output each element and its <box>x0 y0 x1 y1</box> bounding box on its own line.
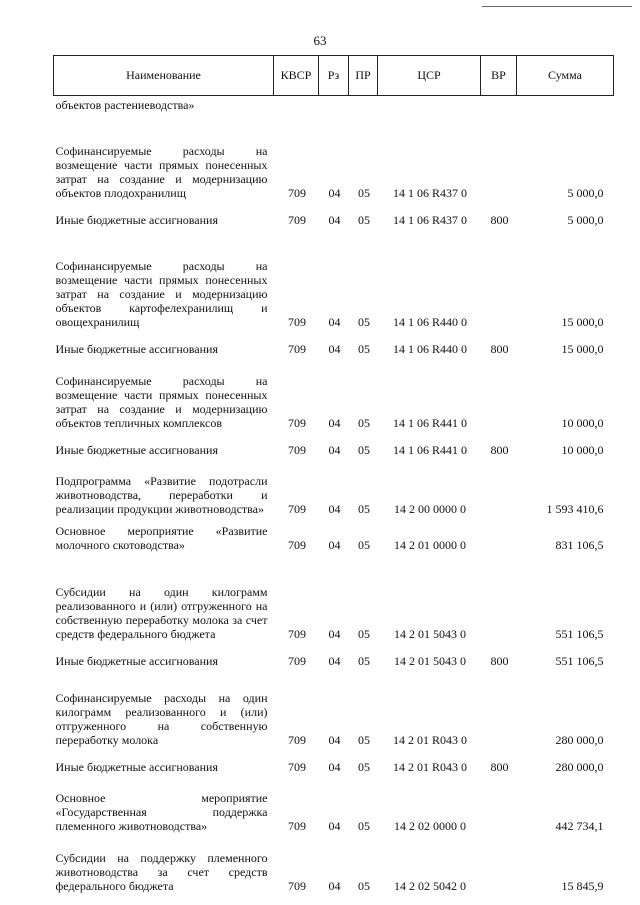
cell-rz: 04 <box>328 442 341 457</box>
cell-rz: 04 <box>328 878 341 893</box>
cell-kvsr: 709 <box>288 626 306 641</box>
cell-sum: 442 734,1 <box>555 818 604 833</box>
cell-rz: 04 <box>328 537 341 552</box>
table-row <box>54 774 614 833</box>
cell-rz: 04 <box>328 818 341 833</box>
table-row <box>54 552 614 641</box>
cell-csr: 14 1 06 R441 0 <box>392 415 467 430</box>
table-row <box>54 356 614 430</box>
cell-vr <box>481 774 517 833</box>
cell-kvsr: 709 <box>288 759 306 774</box>
cell-name: Основное мероприятие «Развитие молочного скотоводства» <box>55 523 268 552</box>
cell-sum: 15 845,9 <box>561 878 604 893</box>
cell-vr <box>481 96 517 112</box>
cell-csr: 14 2 01 5043 0 <box>394 626 466 641</box>
cell-kvsr: 709 <box>288 442 306 457</box>
cell-name: Иные бюджетные ассигнования <box>55 212 218 227</box>
cell-csr: 14 1 06 R437 0 <box>392 185 467 200</box>
header-pr: ПР <box>349 56 378 96</box>
cell-rz: 04 <box>328 415 341 430</box>
cell-pr: 05 <box>358 442 370 457</box>
cell-sum: 831 106,5 <box>555 537 604 552</box>
cell-vr <box>481 668 517 747</box>
cell-pr: 05 <box>358 653 370 668</box>
cell-kvsr: 709 <box>288 878 306 893</box>
table-row <box>54 329 614 356</box>
cell-rz: 04 <box>328 653 341 668</box>
cell-vr: 800 <box>490 442 509 457</box>
budget-table <box>53 55 614 893</box>
cell-rz <box>319 96 349 112</box>
cell-rz: 04 <box>328 759 341 774</box>
cell-csr: 14 1 06 R437 0 <box>392 212 467 227</box>
cell-kvsr: 709 <box>288 185 306 200</box>
cell-kvsr: 709 <box>288 732 306 747</box>
cell-sum: 5 000,0 <box>567 185 604 200</box>
table-row <box>54 112 614 200</box>
header-name: Наименование <box>54 56 274 96</box>
cell-csr <box>378 96 481 112</box>
cell-kvsr: 709 <box>288 818 306 833</box>
cell-sum: 10 000,0 <box>561 415 604 430</box>
header-csr: ЦСР <box>378 56 481 96</box>
cell-pr: 05 <box>358 626 370 641</box>
cell-vr <box>481 356 517 430</box>
cell-kvsr: 709 <box>288 653 306 668</box>
cell-pr <box>349 96 378 112</box>
cell-rz: 04 <box>328 341 341 356</box>
cell-kvsr: 709 <box>288 212 306 227</box>
cell-csr: 14 1 06 R440 0 <box>392 341 467 356</box>
header-sum: Сумма <box>517 56 614 96</box>
cell-sum: 280 000,0 <box>555 759 604 774</box>
cell-name: Иные бюджетные ассигнования <box>55 759 218 774</box>
cell-vr: 800 <box>490 653 509 668</box>
cell-sum: 5 000,0 <box>567 212 604 227</box>
cell-name: объектов растениеводства» <box>55 97 195 112</box>
header-kvsr: КВСР <box>274 56 319 96</box>
table-row <box>54 200 614 227</box>
cell-sum: 551 106,5 <box>555 626 604 641</box>
cell-name: Иные бюджетные ассигнования <box>55 442 218 457</box>
cell-vr <box>481 112 517 200</box>
cell-pr: 05 <box>358 212 370 227</box>
cell-kvsr: 709 <box>288 537 306 552</box>
header-vr: ВР <box>481 56 517 96</box>
cell-name: Иные бюджетные ассигнования <box>55 341 218 356</box>
table-row <box>54 96 614 112</box>
cell-name: Субсидии на поддержку племенного животноводства за счет средств федерального бюджета <box>55 850 268 893</box>
cell-csr: 14 2 00 0000 0 <box>394 501 466 516</box>
table-row <box>54 430 614 457</box>
cell-vr <box>481 457 517 516</box>
cell-sum: 15 000,0 <box>561 341 604 356</box>
cell-csr: 14 2 01 R043 0 <box>392 759 467 774</box>
cell-rz: 04 <box>328 732 341 747</box>
cell-csr: 14 1 06 R441 0 <box>392 442 467 457</box>
cell-name: Основное мероприятие «Государственная поддержка племенного животноводства» <box>55 790 268 833</box>
cell-csr: 14 2 01 5043 0 <box>394 653 466 668</box>
cell-sum: 551 106,5 <box>555 653 604 668</box>
cell-name: Субсидии на один килограмм реализованного и (или) отгруженного на собственную переработку молока за счет средств федерального бюджета <box>55 584 268 641</box>
cell-sum: 1 593 410,6 <box>546 501 604 516</box>
cell-name: Иные бюджетные ассигнования <box>55 653 218 668</box>
table-row <box>54 227 614 329</box>
cell-csr: 14 2 02 5042 0 <box>394 878 466 893</box>
cell-pr: 05 <box>358 341 370 356</box>
cell-csr: 14 2 02 0000 0 <box>394 818 466 833</box>
cell-rz: 04 <box>328 185 341 200</box>
top-rule <box>482 6 632 7</box>
cell-pr: 05 <box>358 501 370 516</box>
table-row <box>54 457 614 516</box>
cell-kvsr: 709 <box>288 341 306 356</box>
cell-vr: 800 <box>490 341 509 356</box>
cell-rz: 04 <box>328 314 341 329</box>
cell-kvsr: 709 <box>288 415 306 430</box>
cell-sum: 280 000,0 <box>555 732 604 747</box>
cell-sum: 10 000,0 <box>561 442 604 457</box>
cell-vr: 800 <box>490 212 509 227</box>
cell-name: Софинансируемые расходы на возмещение части прямых понесенных затрат на создание и модернизацию объектов плодохранилищ <box>55 143 268 200</box>
page-number: 63 <box>313 33 327 48</box>
cell-rz: 04 <box>328 501 341 516</box>
cell-kvsr <box>274 96 319 112</box>
header-rz: Рз <box>319 56 349 96</box>
cell-kvsr: 709 <box>288 314 306 329</box>
cell-pr: 05 <box>358 818 370 833</box>
cell-vr <box>481 227 517 329</box>
cell-pr: 05 <box>358 415 370 430</box>
cell-vr <box>481 833 517 893</box>
cell-pr: 05 <box>358 759 370 774</box>
cell-pr: 05 <box>358 732 370 747</box>
cell-vr: 800 <box>490 759 509 774</box>
cell-name: Подпрограмма «Развитие подотрасли животноводства, переработки и реализации продукции животноводства» <box>55 473 268 516</box>
table-row <box>54 833 614 893</box>
cell-rz: 04 <box>328 626 341 641</box>
cell-kvsr: 709 <box>288 501 306 516</box>
cell-vr <box>481 552 517 641</box>
table-row <box>54 747 614 774</box>
cell-csr: 14 2 01 R043 0 <box>392 732 467 747</box>
cell-vr <box>481 516 517 552</box>
cell-pr: 05 <box>358 878 370 893</box>
cell-pr: 05 <box>358 537 370 552</box>
cell-csr: 14 1 06 R440 0 <box>392 314 467 329</box>
cell-pr: 05 <box>358 185 370 200</box>
table-row <box>54 668 614 747</box>
cell-name: Софинансируемые расходы на возмещение части прямых понесенных затрат на создание и модернизацию объектов тепличных комплексов <box>55 373 268 430</box>
table-row <box>54 641 614 668</box>
cell-name: Софинансируемые расходы на возмещение части прямых понесенных затрат на создание и модернизацию объектов картофелехранилищ и овощехранилищ <box>55 258 268 329</box>
cell-sum: 15 000,0 <box>561 314 604 329</box>
cell-pr: 05 <box>358 314 370 329</box>
table-row <box>54 516 614 552</box>
cell-csr: 14 2 01 0000 0 <box>394 537 466 552</box>
table-header-row <box>54 56 614 96</box>
cell-rz: 04 <box>328 212 341 227</box>
cell-sum <box>517 96 614 112</box>
cell-name: Софинансируемые расходы на один килограмм реализованного и (или) отгруженного на собственную переработку молока <box>55 690 268 747</box>
